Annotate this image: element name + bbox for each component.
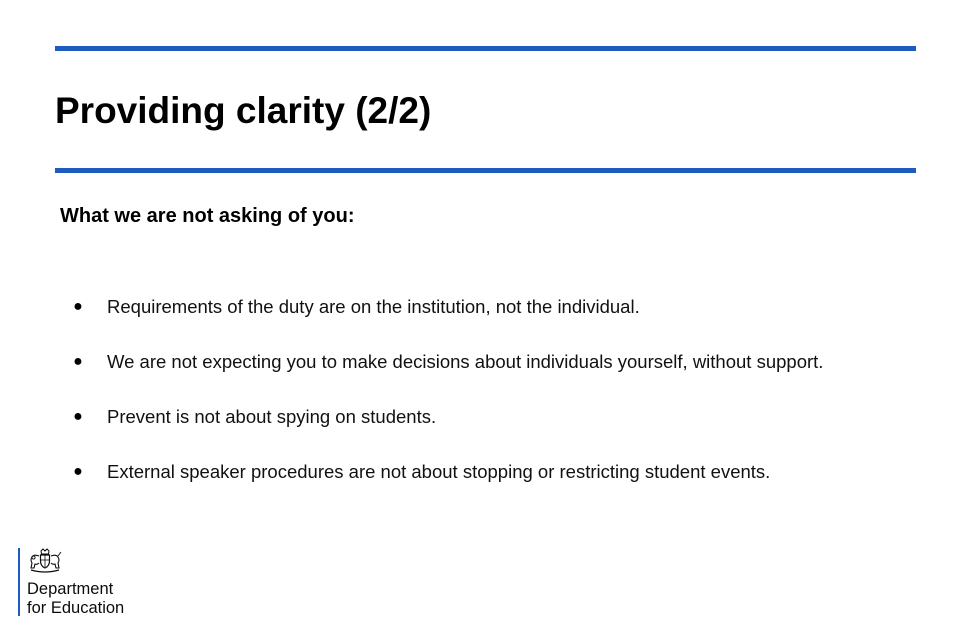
royal-crest-icon <box>27 548 63 574</box>
title-divider <box>55 168 916 173</box>
bullet-text: External speaker procedures are not about stopping or restricting student events. <box>107 461 771 482</box>
bullet-text: Prevent is not about spying on students. <box>107 406 437 427</box>
bullet-dot-icon: ● <box>73 463 83 480</box>
bullet-dot-icon: ● <box>73 408 83 425</box>
slide-title: Providing clarity (2/2) <box>55 90 432 131</box>
logo-accent-bar <box>18 548 20 616</box>
bullet-text: We are not expecting you to make decisions about individuals yourself, without support. <box>107 351 824 372</box>
bullet-dot-icon: ● <box>73 353 83 370</box>
bullet-text: Requirements of the duty are on the institution, not the individual. <box>107 296 640 317</box>
section-subheading: What we are not asking of you: <box>60 205 355 227</box>
logo-text-department: Department <box>27 580 114 598</box>
department-logo <box>18 548 158 618</box>
top-divider <box>55 46 916 51</box>
logo-text-for-education: for Education <box>27 599 125 617</box>
bullet-dot-icon: ● <box>73 298 83 315</box>
